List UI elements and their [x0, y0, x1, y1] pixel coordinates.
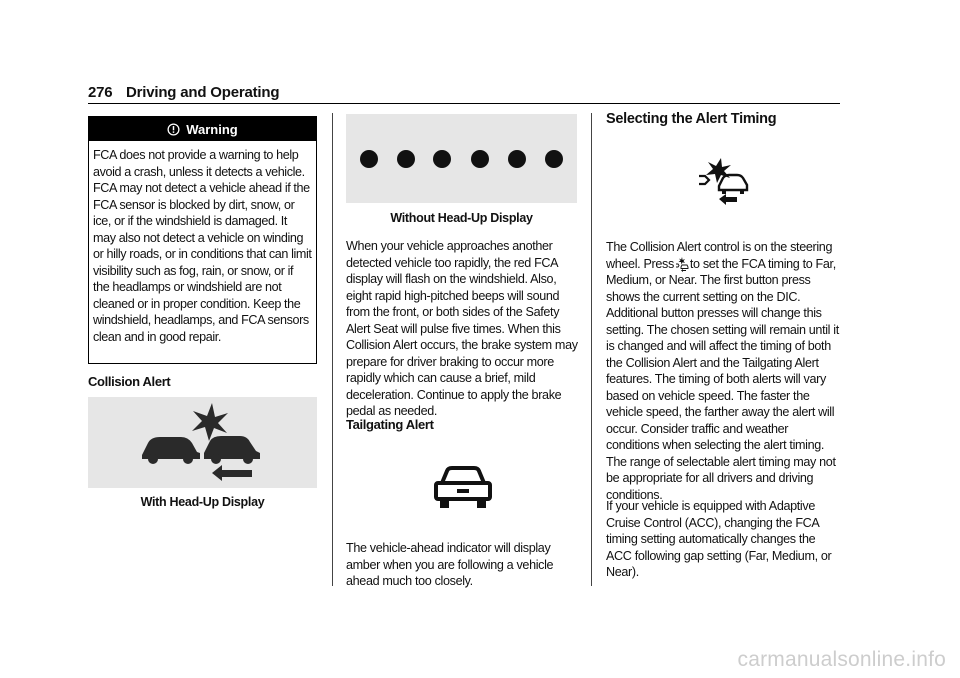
- collision-alert-paragraph: When your vehicle approaches another detected vehicle too rapidly, the red FCA display will flash on the windshield. Also, eight rapid high-pitched beeps will sound from the front, or both sides of the Safety Alert Seat will pulse five times. When this Collision Alert occurs, the brake system may prepare for driver braking to occur more rapidly which can cause a brief, mild deceleration. Continue to apply the brake pedal as needed.: [346, 239, 578, 418]
- warning-box: [88, 116, 317, 364]
- tailgating-alert-heading: Tailgating Alert: [346, 417, 434, 432]
- page-header: [88, 84, 279, 101]
- warning-title-bar: [89, 117, 316, 141]
- collision-alert-heading: Collision Alert: [88, 374, 171, 389]
- alert-timing-heading: Selecting the Alert Timing: [606, 111, 777, 127]
- timing-text-after: to set the FCA timing to Far, Medium, or Near. The first button press shows the current setting on the DIC. Additional button presses will change this setting. The chosen setting will remain until it is changed and will affect the timing of both the Collision Alert and the Tailgating Alert features. The timing of both alerts will vary based on vehicle speed. The faster the vehicle speed, the farther away the alert will occur. Consider traffic and weather conditions when selecting the alert timing. The range of selectable alert timing may not be appropriate for all drivers and driving conditions.: [606, 256, 839, 502]
- hud-image-panel: [88, 397, 317, 488]
- watermark: carmanualsonline.info: [737, 648, 946, 671]
- timing-text-before: The Collision Alert control is on the steering wheel. Press: [606, 240, 833, 271]
- page-number: 276: [88, 84, 113, 101]
- column-divider-2: [591, 113, 592, 586]
- warning-text: FCA does not provide a warning to help avoid a crash, unless it detects a vehicle. FCA may not detect a vehicle ahead if the FCA sensor is blocked by dirt, snow, or ice, or if the windshield is damaged. It may also not detect a vehicle on winding or hilly roads, or in conditions that can limit visibility such as fog, rain, or snow, or if the headlamps or windshield are not cleaned or in proper condition. Keep the windshield, headlamps, and FCA sensors clean and in good repair.: [93, 148, 312, 344]
- collision-alert-timing-icon: [695, 156, 751, 206]
- no-hud-image-panel: [346, 114, 577, 203]
- warning-triangle-icon: [167, 123, 180, 136]
- no-hud-caption: Without Head-Up Display: [390, 211, 533, 225]
- hud-caption: With Head-Up Display: [140, 495, 265, 509]
- indicator-dots-icon: [346, 114, 577, 203]
- tailgating-paragraph: The vehicle-ahead indicator will display amber when you are following a vehicle ahead much too closely.: [346, 541, 554, 588]
- vehicle-ahead-icon: [432, 465, 494, 511]
- section-title: Driving and Operating: [126, 84, 280, 101]
- alert-timing-paragraph-1: [606, 239, 842, 503]
- alert-timing-paragraph-2: If your vehicle is equipped with Adaptive Cruise Control (ACC), changing the FCA timing setting automatically changes the ACC following gap setting (Far, Medium, or Near).: [606, 499, 832, 579]
- header-rule: [88, 103, 840, 104]
- warning-title: Warning: [186, 121, 238, 137]
- collision-alert-button-icon: [675, 257, 689, 272]
- column-divider-1: [332, 113, 333, 586]
- collision-alert-hud-icon: [88, 397, 317, 488]
